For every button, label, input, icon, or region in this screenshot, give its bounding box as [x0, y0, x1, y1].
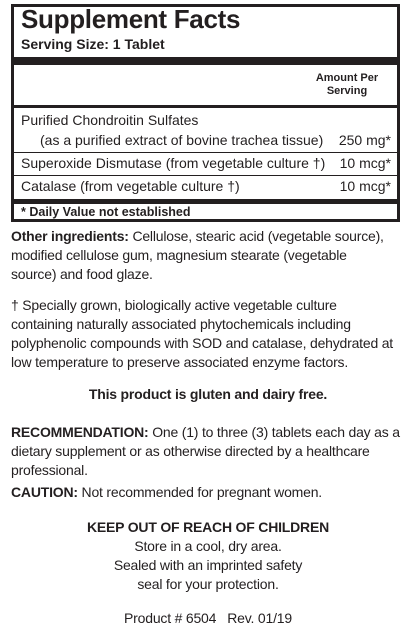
gluten-free-note: This product is gluten and dairy free. [88, 386, 328, 402]
amount-per-serving-header: Amount Per Serving [315, 72, 379, 97]
storage-info: KEEP OUT OF REACH OF CHILDREN Store in a cool, dry area. Sealed with an imprinted safety seal for your protection. [0, 518, 416, 594]
other-ingredients: Other ingredients: Cellulose, stearic acid (vegetable source), modified cellulose gum, magnesium stearate (vegetable source) and food glaze. [11, 228, 384, 282]
recommendation: RECOMMENDATION: One (1) to three (3) tablets each day as a dietary supplement or as otherwise directed by a healthcare professional. [11, 424, 400, 478]
row-divider [14, 175, 397, 176]
daily-value-footnote: * Daily Value not established [21, 205, 191, 219]
thick-divider [14, 199, 397, 204]
keep-out-of-reach: KEEP OUT OF REACH OF CHILDREN [86, 519, 330, 535]
recommendation-label: RECOMMENDATION: [11, 424, 149, 440]
other-ingredients-label: Other ingredients: [11, 228, 129, 244]
ingredient-amount: 10 mcg* [339, 155, 391, 171]
product-number: Product # 6504 Rev. 01/19 [124, 610, 292, 626]
ingredient-amount: 10 mcg* [339, 178, 391, 194]
ingredient-name: Purified Chondroitin Sulfates [21, 112, 199, 128]
ingredient-subtext: (as a purified extract of bovine trachea tissue) [40, 132, 324, 148]
caution-label: CAUTION: [11, 484, 78, 500]
thick-divider [14, 57, 397, 65]
header-divider [14, 105, 397, 108]
panel-title: Supplement Facts [21, 4, 241, 34]
ingredient-name: Superoxide Dismutase (from vegetable culture †) [21, 155, 326, 171]
caution: CAUTION: Not recommended for pregnant women. [11, 484, 322, 500]
supplement-facts-panel [11, 4, 400, 222]
ingredient-name: Catalase (from vegetable culture †) [21, 178, 240, 194]
dagger-note: † Specially grown, biologically active vegetable culture containing naturally associated phytochemicals including polyphenolic compounds with SOD and catalase, dehydrated at low temperature to preserve associated enzyme factors. [11, 297, 393, 370]
ingredient-amount: 250 mg* [338, 132, 391, 148]
serving-size: Serving Size: 1 Tablet [21, 36, 165, 52]
row-divider [14, 152, 397, 153]
